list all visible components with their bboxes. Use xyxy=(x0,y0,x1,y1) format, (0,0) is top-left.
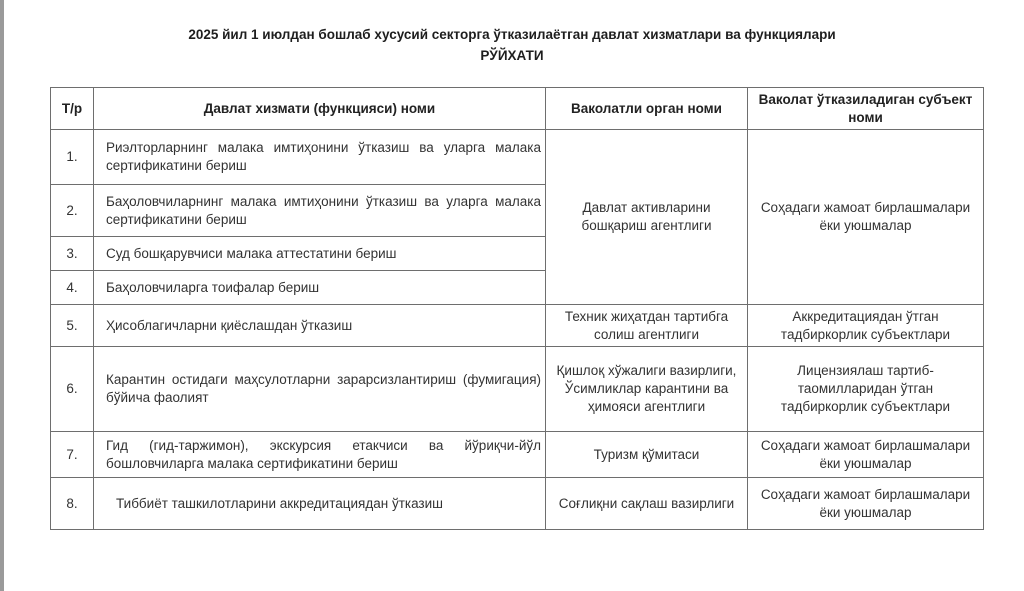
row-service: Риэлторларнинг малака имтиҳонини ўтказиш ва уларга малака сертификатини бериш xyxy=(94,130,546,185)
table-row xyxy=(51,432,984,478)
table-row xyxy=(51,130,984,185)
row-service: Тиббиёт ташкилотларини аккредитациядан ўтказиш xyxy=(94,478,546,530)
row-service: Карантин остидаги маҳсулотларни зарарсизлантириш (фумигация) бўйича фаолият xyxy=(94,347,546,432)
row-subject: Соҳадаги жамоат бирлашмалари ёки уюшмалар xyxy=(748,130,984,305)
row-number: 7. xyxy=(51,432,94,478)
table-header-row xyxy=(51,88,984,130)
row-service: Баҳоловчиларга тоифалар бериш xyxy=(94,271,546,305)
row-authority: Давлат активларини бошқариш агентлиги xyxy=(546,130,748,305)
row-number: 6. xyxy=(51,347,94,432)
document-title: 2025 йил 1 июлдан бошлаб хусусий секторга ўтказилаётган давлат хизматлари ва функциялари xyxy=(188,27,836,42)
page-edge xyxy=(0,0,4,591)
row-subject: Аккредитациядан ўтган тадбиркорлик субъектлари xyxy=(748,305,984,347)
row-number: 8. xyxy=(51,478,94,530)
header-service: Давлат хизмати (функцияси) номи xyxy=(94,88,546,130)
header-authority: Ваколатли орган номи xyxy=(546,88,748,130)
table-row xyxy=(51,347,984,432)
row-service: Гид (гид-таржимон), экскурсия етакчиси ва йўриқчи-йўл бошловчиларга малака сертификатини бериш xyxy=(94,432,546,478)
header-number: Т/р xyxy=(51,88,94,130)
row-number: 3. xyxy=(51,237,94,271)
row-authority: Соғлиқни сақлаш вазирлиги xyxy=(546,478,748,530)
table-row xyxy=(51,478,984,530)
row-authority: Техник жиҳатдан тартибга солиш агентлиги xyxy=(546,305,748,347)
row-number: 1. xyxy=(51,130,94,185)
row-subject: Соҳадаги жамоат бирлашмалари ёки уюшмалар xyxy=(748,432,984,478)
row-subject: Соҳадаги жамоат бирлашмалари ёки уюшмалар xyxy=(748,478,984,530)
row-service: Баҳоловчиларнинг малака имтиҳонини ўтказиш ва уларга малака сертификатини бериш xyxy=(94,185,546,237)
row-service: Суд бошқарувчиси малака аттестатини бериш xyxy=(94,237,546,271)
row-authority: Туризм қўмитаси xyxy=(546,432,748,478)
document-subtitle: РЎЙХАТИ xyxy=(480,48,544,63)
row-number: 2. xyxy=(51,185,94,237)
row-number: 5. xyxy=(51,305,94,347)
row-number: 4. xyxy=(51,271,94,305)
row-subject: Лицензиялаш тартиб-таомилларидан ўтган тадбиркорлик субъектлари xyxy=(748,347,984,432)
row-authority: Қишлоқ хўжалиги вазирлиги, Ўсимликлар карантини ва ҳимояси агентлиги xyxy=(546,347,748,432)
table-row xyxy=(51,305,984,347)
services-table xyxy=(50,87,984,530)
header-subject: Ваколат ўтказиладиган субъект номи xyxy=(748,88,984,130)
row-service: Ҳисоблагичларни қиёслашдан ўтказиш xyxy=(94,305,546,347)
